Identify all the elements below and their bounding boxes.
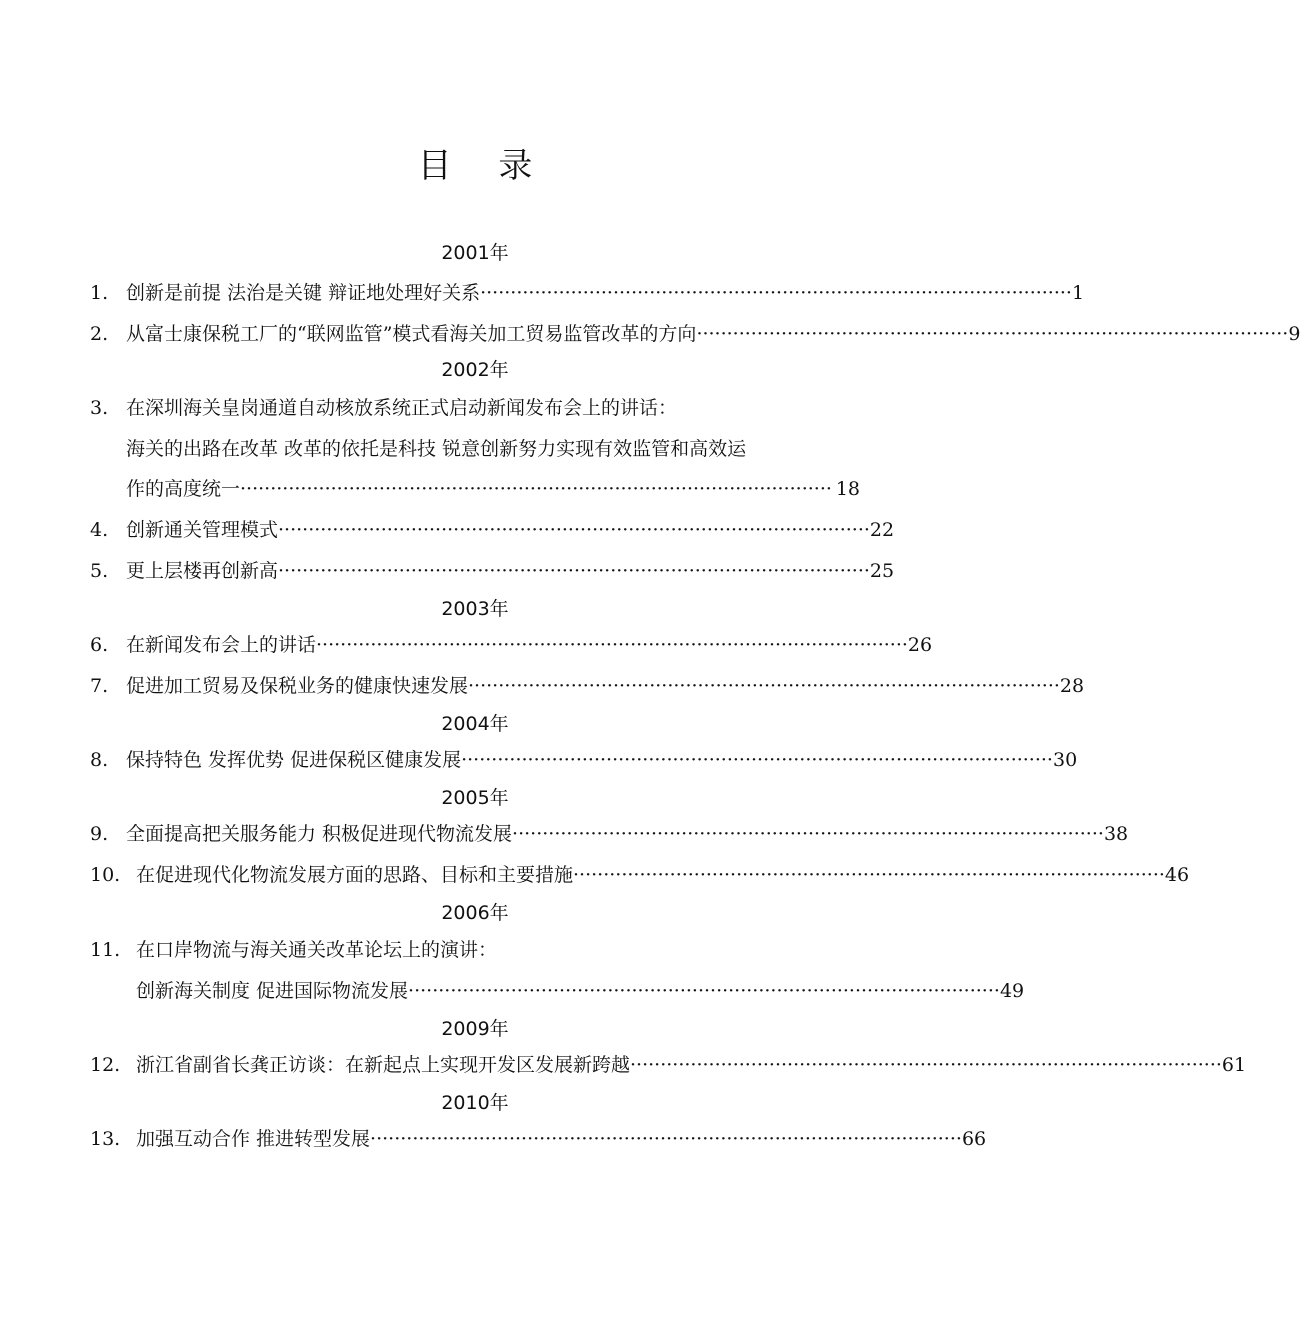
entry-number: 3. — [90, 397, 109, 419]
entry-number: 5. — [90, 560, 109, 582]
toc-entry[interactable] — [90, 515, 895, 545]
toc-entry[interactable] — [90, 860, 1190, 890]
leader-dots: ·································································································· — [278, 560, 870, 582]
entry-number: 7. — [90, 675, 109, 697]
entry-title: 创新是前提 法治是关键 辩证地处理好关系 — [126, 282, 481, 304]
leader-dots: ·································································································· — [408, 980, 1000, 1002]
entry-number: 9. — [90, 823, 109, 845]
toc-entry[interactable] — [136, 976, 1025, 1006]
leader-dots: ·································································································· — [573, 864, 1165, 886]
entry-number: 1. — [90, 282, 109, 304]
page-title: 目 录 — [417, 146, 551, 186]
leader-dots: ·································································································· — [370, 1128, 962, 1150]
leader-dots: ·································································································· — [461, 749, 1053, 771]
entry-title: 在促进现代化物流发展方面的思路、目标和主要措施 — [136, 864, 574, 886]
leader-dots: ·································································································· — [316, 634, 908, 656]
entry-title: 在深圳海关皇岗通道自动核放系统正式启动新闻发布会上的讲话： — [126, 397, 678, 419]
entry-page: 30 — [1052, 749, 1078, 771]
leader-dots: ·································································································· — [240, 478, 832, 500]
entry-title: 从富士康保税工厂的“联网监管”模式看海关加工贸易监管改革的方向 — [126, 323, 697, 345]
entry-title: 创新通关管理模式 — [126, 519, 279, 541]
entry-title: 保持特色 发挥优势 促进保税区健康发展 — [126, 749, 462, 771]
entry-title: 在口岸物流与海关通关改革论坛上的演讲： — [136, 939, 498, 961]
entry-page: 1 — [1071, 282, 1085, 304]
entry-page: 46 — [1164, 864, 1190, 886]
entry-page: 26 — [907, 634, 933, 656]
year-heading: 2010年 — [441, 1092, 509, 1114]
entry-page: 25 — [869, 560, 895, 582]
entry-title: 全面提高把关服务能力 积极促进现代物流发展 — [126, 823, 513, 845]
toc-entry[interactable] — [90, 745, 1078, 775]
entry-title: 在新闻发布会上的讲话 — [126, 634, 317, 656]
leader-dots: ·································································································· — [696, 323, 1289, 345]
toc-entry[interactable] — [90, 819, 1129, 849]
leader-dots: ·································································································· — [512, 823, 1104, 845]
entry-number: 10. — [90, 864, 121, 886]
toc-entry[interactable] — [90, 278, 1085, 308]
entry-number: 2. — [90, 323, 109, 345]
toc-entry[interactable] — [90, 630, 933, 660]
toc-entry[interactable] — [126, 474, 860, 504]
entry-page: 38 — [1103, 823, 1129, 845]
toc-entry-line[interactable] — [90, 935, 497, 962]
entry-title-continued: 作的高度统一 — [126, 478, 241, 500]
toc-entry[interactable] — [90, 671, 1085, 701]
entry-title: 浙江省副省长龚正访谈：在新起点上实现开发区发展新跨越 — [136, 1054, 631, 1076]
entry-title: 更上层楼再创新高 — [126, 560, 279, 582]
entry-number: 6. — [90, 634, 109, 656]
year-heading: 2001年 — [441, 242, 509, 264]
leader-dots: ·································································································· — [480, 282, 1072, 304]
entry-title-continued: 创新海关制度 促进国际物流发展 — [136, 980, 409, 1002]
year-heading: 2005年 — [441, 787, 509, 809]
entry-number: 8. — [90, 749, 109, 771]
entry-page: 9 — [1288, 323, 1300, 345]
leader-dots: ·································································································· — [468, 675, 1060, 697]
entry-page: 28 — [1059, 675, 1085, 697]
entry-page: 49 — [999, 980, 1025, 1002]
leader-dots: ·································································································· — [278, 519, 870, 541]
leader-dots: ·································································································· — [630, 1054, 1222, 1076]
year-heading: 2009年 — [441, 1018, 509, 1040]
entry-title-continued: 海关的出路在改革 改革的依托是科技 锐意创新努力实现有效监管和高效运 — [126, 438, 747, 460]
entry-number: 13. — [90, 1128, 121, 1150]
entry-page: 66 — [961, 1128, 987, 1150]
year-heading: 2006年 — [441, 902, 509, 924]
toc-entry[interactable] — [90, 1124, 987, 1154]
entry-number: 4. — [90, 519, 109, 541]
entry-page: 22 — [869, 519, 895, 541]
entry-title: 加强互动合作 推进转型发展 — [136, 1128, 371, 1150]
toc-entry[interactable] — [90, 319, 1300, 349]
entry-number: 11. — [90, 939, 121, 961]
toc-entry[interactable] — [90, 556, 895, 586]
toc-entry[interactable] — [90, 1050, 1247, 1080]
toc-entry-line[interactable] — [90, 393, 677, 420]
entry-page: 61 — [1221, 1054, 1247, 1076]
entry-page: 18 — [835, 478, 860, 500]
year-heading: 2003年 — [441, 598, 509, 620]
entry-title: 促进加工贸易及保税业务的健康快速发展 — [126, 675, 469, 697]
entry-number: 12. — [90, 1054, 121, 1076]
year-heading: 2004年 — [441, 713, 509, 735]
year-heading: 2002年 — [441, 359, 509, 381]
